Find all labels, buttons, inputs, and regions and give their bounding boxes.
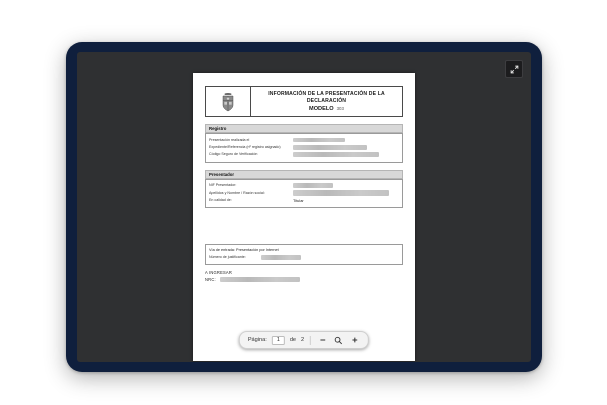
- page-number-input[interactable]: [272, 336, 285, 345]
- page-separator: de: [289, 337, 297, 343]
- field-row: [209, 197, 399, 204]
- page-label: Página:: [247, 337, 267, 343]
- section-body-presentador: [205, 179, 403, 208]
- redacted-value: [220, 277, 300, 282]
- document-title-line1: INFORMACIÓN DE LA PRESENTACIÓN DE LA: [268, 91, 385, 98]
- entry-info-box: [205, 244, 403, 265]
- model-row: [309, 106, 344, 112]
- nrc-label: NRC:: [205, 277, 216, 283]
- nrc-row: [205, 277, 403, 282]
- zoom-out-button[interactable]: [317, 335, 328, 346]
- section-body-registro: [205, 133, 403, 162]
- zoom-reset-button[interactable]: [333, 335, 344, 346]
- a-ingresar-label: A INGRESAR: [205, 270, 233, 276]
- model-label: MODELO: [309, 105, 334, 112]
- document-title: [251, 87, 402, 116]
- document-title-line2: DECLARACIÓN: [306, 97, 347, 104]
- toolbar-divider: [310, 336, 311, 345]
- field-row: [209, 151, 399, 158]
- tablet-frame: [66, 42, 542, 372]
- field-label: Apellidos y Nombre / Razón social:: [209, 190, 265, 195]
- redacted-value: [293, 152, 379, 157]
- justificante-label: Número de justificante:: [209, 255, 246, 260]
- zoom-out-icon: [319, 336, 327, 344]
- pdf-toolbar: [239, 331, 369, 349]
- model-value: 303: [336, 105, 344, 111]
- via-entrada-row: [209, 248, 399, 252]
- field-label: Presentación realizada el: [209, 137, 250, 142]
- field-row: [209, 144, 399, 151]
- document-header: [205, 86, 403, 117]
- crest-cell: [206, 87, 251, 116]
- field-row: [209, 136, 399, 143]
- justificante-row: [209, 255, 399, 260]
- pdf-viewer-screen: [77, 52, 531, 362]
- coat-of-arms-icon: [220, 92, 236, 112]
- magnifier-icon: [334, 336, 343, 345]
- expand-icon: [510, 65, 519, 74]
- field-label: Expediente/Referencia (nº registro asignado): [209, 144, 281, 149]
- field-row: [209, 182, 399, 189]
- redacted-value: [261, 255, 301, 259]
- page-total: 2: [301, 337, 305, 343]
- via-entrada-label: Vía de entrada:: [209, 248, 235, 253]
- section-heading-presentador: Presentador: [205, 170, 403, 179]
- zoom-in-button[interactable]: [349, 335, 360, 346]
- field-label: Código Seguro de Verificación: [209, 152, 258, 157]
- expand-button[interactable]: [505, 60, 523, 78]
- redacted-value: [293, 183, 333, 187]
- redacted-value: [293, 190, 389, 195]
- field-value-calidad: Titular: [293, 197, 304, 203]
- redacted-value: [293, 145, 367, 149]
- pdf-page: [193, 73, 415, 361]
- section-heading-registro: Registro: [205, 124, 403, 133]
- field-label: NIF Presentador:: [209, 183, 237, 188]
- field-label: En calidad de:: [209, 197, 232, 202]
- field-row: [209, 189, 399, 196]
- redacted-value: [293, 138, 345, 142]
- zoom-in-icon: [351, 336, 359, 344]
- via-entrada-value: Presentación por Internet: [236, 248, 279, 253]
